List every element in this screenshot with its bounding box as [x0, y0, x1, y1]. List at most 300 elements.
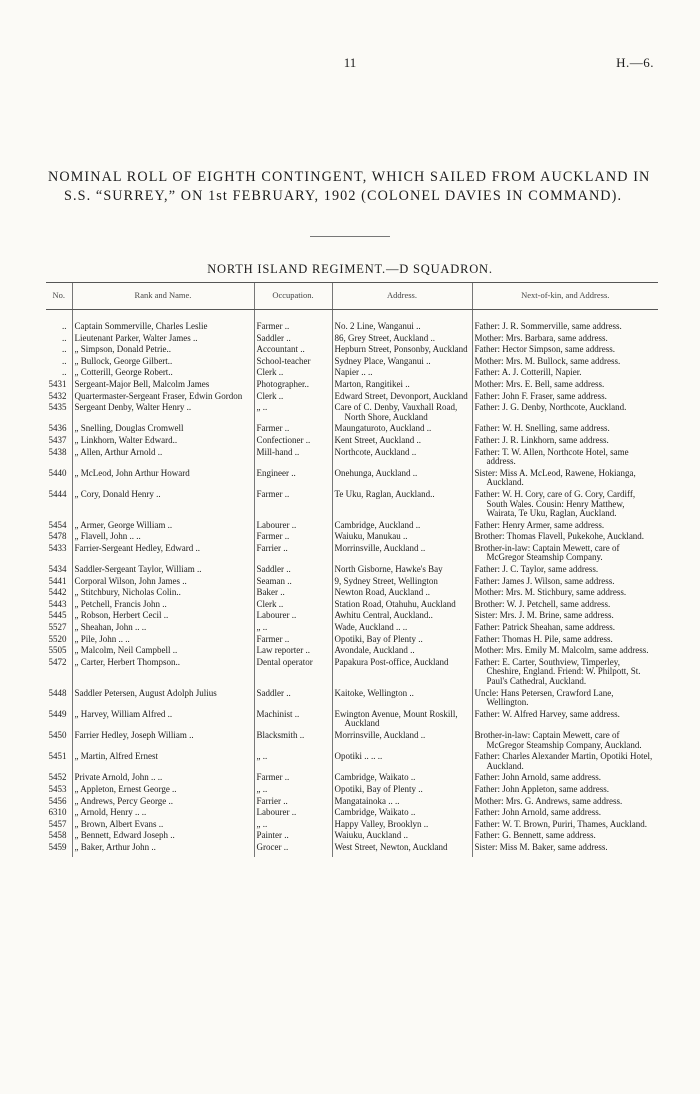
- cell-address: [332, 577, 472, 589]
- cell-next-of-kin: [472, 577, 658, 589]
- cell-occupation-text: Mill-hand ..: [256, 447, 300, 457]
- cell-address: [332, 392, 472, 404]
- cell-occupation-text: „ ..: [256, 752, 268, 762]
- cell-no: [46, 565, 72, 577]
- cell-address-text: Avondale, Auckland ..: [334, 646, 415, 656]
- cell-no-text: 5434: [48, 565, 67, 575]
- cell-rank-name-text: „ Brown, Albert Evans ..: [74, 819, 164, 829]
- cell-no-text: 5478: [48, 532, 67, 542]
- table-row: [46, 403, 658, 424]
- cell-next-of-kin-text: Father: W. T. Brown, Puriri, Thames, Auckland.: [474, 819, 647, 829]
- cell-occupation: [254, 448, 332, 469]
- cell-rank-name-text: „ Stitchbury, Nicholas Colin..: [74, 588, 181, 598]
- table-row: [46, 752, 658, 773]
- cell-occupation: [254, 689, 332, 710]
- table-row: [46, 577, 658, 589]
- cell-rank-name-text: „ Appleton, Ernest George ..: [74, 784, 177, 794]
- cell-rank-name-text: „ Flavell, John .. ..: [74, 532, 141, 542]
- cell-address-text: Northcote, Auckland ..: [334, 447, 417, 457]
- cell-next-of-kin-text: Father: John F. Fraser, same address.: [474, 391, 607, 401]
- cell-occupation: [254, 773, 332, 785]
- cell-no: [46, 368, 72, 380]
- cell-next-of-kin: [472, 658, 658, 689]
- cell-address-text: Morrinsville, Auckland ..: [334, 730, 426, 740]
- table-row: [46, 436, 658, 448]
- cell-no: [46, 310, 72, 334]
- cell-occupation-text: Farrier ..: [256, 796, 288, 806]
- cell-address-text: Cambridge, Waikato ..: [334, 808, 416, 818]
- cell-rank-name-text: Captain Sommerville, Charles Leslie: [74, 321, 208, 331]
- cell-no-text: 5505: [48, 646, 67, 656]
- cell-rank-name-text: „ Cory, Donald Henry ..: [74, 489, 161, 499]
- cell-no: [46, 773, 72, 785]
- cell-rank-name-text: „ Bullock, George Gilbert..: [74, 356, 173, 366]
- cell-occupation-text: Farmer ..: [256, 532, 290, 542]
- cell-next-of-kin: [472, 565, 658, 577]
- header-rank-name: Rank and Name.: [72, 283, 254, 310]
- table-row: [46, 658, 658, 689]
- cell-next-of-kin-text: Father: John Appleton, same address.: [474, 784, 609, 794]
- cell-occupation-text: Clerk ..: [256, 599, 284, 609]
- page-number: 11: [343, 55, 357, 70]
- cell-rank-name-text: „ Martin, Alfred Ernest: [74, 752, 158, 762]
- cell-occupation: [254, 345, 332, 357]
- cell-occupation-text: Labourer ..: [256, 611, 297, 621]
- cell-occupation-text: Confectioner ..: [256, 435, 311, 445]
- cell-rank-name: [72, 357, 254, 369]
- cell-no: [46, 658, 72, 689]
- cell-occupation: [254, 380, 332, 392]
- cell-next-of-kin-text: Father: Hector Simpson, same address.: [474, 345, 615, 355]
- cell-address: [332, 843, 472, 857]
- cell-next-of-kin-text: Mother: Mrs. M. Bullock, same address.: [474, 356, 621, 366]
- table-header-row: [46, 283, 658, 310]
- cell-occupation: [254, 368, 332, 380]
- cell-occupation: [254, 436, 332, 448]
- cell-rank-name-text: „ Linkhorn, Walter Edward..: [74, 435, 178, 445]
- cell-rank-name-text: Quartermaster-Sergeant Fraser, Edwin Gordon: [74, 391, 243, 401]
- cell-next-of-kin: [472, 448, 658, 469]
- cell-rank-name: [72, 448, 254, 469]
- cell-rank-name: [72, 490, 254, 521]
- cell-address-text: North Gisborne, Hawke's Bay: [334, 565, 443, 575]
- cell-occupation-text: Labourer ..: [256, 808, 297, 818]
- table-row: [46, 565, 658, 577]
- cell-rank-name: [72, 600, 254, 612]
- cell-occupation-text: Saddler ..: [256, 688, 291, 698]
- cell-no-text: 5527: [48, 623, 67, 633]
- table-row: [46, 357, 658, 369]
- cell-occupation: [254, 710, 332, 731]
- cell-next-of-kin-text: Mother: Mrs. Emily M. Malcolm, same address.: [474, 646, 649, 656]
- cell-next-of-kin-text: Brother-in-law: Captain Mewett, care of McGregor Steamship Company.: [474, 543, 620, 563]
- cell-next-of-kin: [472, 380, 658, 392]
- cell-next-of-kin-text: Mother: Mrs. M. Stichbury, same address.: [474, 588, 627, 598]
- cell-no: [46, 600, 72, 612]
- header-next-of-kin: Next-of-kin, and Address.: [472, 283, 658, 310]
- cell-occupation: [254, 808, 332, 820]
- cell-no: [46, 646, 72, 658]
- table-row: [46, 731, 658, 752]
- table-row: [46, 544, 658, 565]
- cell-rank-name: [72, 635, 254, 647]
- cell-rank-name-text: „ Bennett, Edward Joseph ..: [74, 831, 175, 841]
- cell-address: [332, 773, 472, 785]
- cell-next-of-kin: [472, 635, 658, 647]
- cell-next-of-kin-text: Father: T. W. Allen, Northcote Hotel, same address.: [474, 447, 629, 467]
- cell-next-of-kin: [472, 785, 658, 797]
- cell-occupation-text: Farmer ..: [256, 424, 290, 434]
- cell-rank-name-text: „ Sheahan, John .. ..: [74, 623, 147, 633]
- cell-no-text: 5443: [48, 599, 67, 609]
- cell-next-of-kin: [472, 752, 658, 773]
- cell-next-of-kin: [472, 403, 658, 424]
- cell-no-text: 5520: [48, 634, 67, 644]
- cell-no-text: 5449: [48, 709, 67, 719]
- cell-address: [332, 469, 472, 490]
- cell-no-text: 5433: [48, 543, 67, 553]
- table-row: [46, 380, 658, 392]
- roll-title: NOMINAL ROLL OF EIGHTH CONTINGENT, WHICH SAILED FROM AUCKLAND IN S.S. “SURREY,” ON 1st FEBRUARY, 1902 (COLONEL DAVIES IN COMMAND).: [48, 169, 651, 204]
- cell-address-text: Maungaturoto, Auckland ..: [334, 424, 432, 434]
- table-row: [46, 600, 658, 612]
- cell-rank-name-text: „ Armer, George William ..: [74, 520, 173, 530]
- cell-next-of-kin-text: Father: G. Bennett, same address.: [474, 831, 596, 841]
- cell-no-text: ..: [62, 356, 67, 366]
- table-row: [46, 808, 658, 820]
- cell-occupation-text: Blacksmith ..: [256, 730, 305, 740]
- cell-next-of-kin-text: Father: J. R. Linkhorn, same address.: [474, 435, 609, 445]
- table-row: [46, 635, 658, 647]
- cell-occupation: [254, 752, 332, 773]
- cell-rank-name: [72, 436, 254, 448]
- table-row: [46, 424, 658, 436]
- cell-no-text: 5450: [48, 730, 67, 740]
- cell-next-of-kin-text: Brother: W. J. Petchell, same address.: [474, 599, 611, 609]
- cell-next-of-kin: [472, 646, 658, 658]
- cell-next-of-kin: [472, 424, 658, 436]
- cell-next-of-kin-text: Father: John Arnold, same address.: [474, 808, 601, 818]
- cell-rank-name-text: „ Allen, Arthur Arnold ..: [74, 447, 163, 457]
- cell-address-text: West Street, Newton, Auckland: [334, 842, 448, 852]
- cell-next-of-kin: [472, 797, 658, 809]
- cell-occupation-text: Machinist ..: [256, 709, 300, 719]
- cell-no-text: ..: [62, 333, 67, 343]
- cell-address: [332, 565, 472, 577]
- cell-occupation-text: „ ..: [256, 819, 268, 829]
- cell-next-of-kin-text: Uncle: Hans Petersen, Crawford Lane, Wellington.: [474, 688, 614, 708]
- cell-address: [332, 521, 472, 533]
- cell-address-text: Awhitu Central, Auckland..: [334, 611, 433, 621]
- cell-rank-name: [72, 611, 254, 623]
- cell-rank-name-text: „ Malcolm, Neil Campbell ..: [74, 646, 178, 656]
- cell-next-of-kin-text: Father: James J. Wilson, same address.: [474, 576, 615, 586]
- cell-address: [332, 808, 472, 820]
- cell-occupation: [254, 357, 332, 369]
- cell-address-text: Hepburn Street, Ponsonby, Auckland: [334, 345, 468, 355]
- cell-rank-name-text: Corporal Wilson, John James ..: [74, 576, 187, 586]
- cell-occupation-text: Engineer ..: [256, 468, 296, 478]
- cell-occupation: [254, 843, 332, 857]
- cell-no-text: ..: [62, 321, 67, 331]
- cell-no: [46, 392, 72, 404]
- cell-next-of-kin: [472, 808, 658, 820]
- cell-occupation: [254, 310, 332, 334]
- cell-address: [332, 611, 472, 623]
- table-row: [46, 588, 658, 600]
- cell-no: [46, 436, 72, 448]
- header-occupation: Occupation.: [254, 283, 332, 310]
- cell-occupation: [254, 532, 332, 544]
- cell-occupation: [254, 646, 332, 658]
- cell-no: [46, 469, 72, 490]
- cell-address-text: 9, Sydney Street, Wellington: [334, 576, 438, 586]
- cell-rank-name: [72, 731, 254, 752]
- cell-rank-name-text: „ Pile, John .. ..: [74, 634, 130, 644]
- cell-occupation-text: Farrier ..: [256, 543, 288, 553]
- table-row: [46, 310, 658, 334]
- cell-occupation-text: Farmer ..: [256, 321, 290, 331]
- cell-address-text: No. 2 Line, Wanganui ..: [334, 321, 421, 331]
- cell-rank-name-text: „ Baker, Arthur John ..: [74, 842, 156, 852]
- cell-next-of-kin-text: Brother-in-law: Captain Mewett, care of McGregor Steamship Company, Auckland.: [474, 730, 642, 750]
- cell-occupation: [254, 635, 332, 647]
- cell-no: [46, 532, 72, 544]
- cell-rank-name: [72, 368, 254, 380]
- cell-address: [332, 532, 472, 544]
- cell-occupation-text: Clerk ..: [256, 368, 284, 378]
- cell-occupation: [254, 424, 332, 436]
- cell-address-text: Kaitoke, Wellington ..: [334, 688, 414, 698]
- cell-no: [46, 424, 72, 436]
- cell-address: [332, 710, 472, 731]
- table-row: [46, 521, 658, 533]
- cell-next-of-kin-text: Father: J. G. Denby, Northcote, Auckland.: [474, 403, 627, 413]
- cell-occupation: [254, 577, 332, 589]
- cell-address-text: Kent Street, Auckland ..: [334, 435, 421, 445]
- cell-address-text: Papakura Post-office, Auckland: [334, 657, 449, 667]
- cell-rank-name: [72, 469, 254, 490]
- cell-address: [332, 623, 472, 635]
- cell-occupation: [254, 820, 332, 832]
- cell-address: [332, 424, 472, 436]
- cell-occupation: [254, 731, 332, 752]
- cell-occupation-text: Saddler ..: [256, 565, 291, 575]
- cell-occupation: [254, 831, 332, 843]
- cell-no: [46, 521, 72, 533]
- cell-next-of-kin-text: Sister: Miss A. McLeod, Rawene, Hokianga, Auckland.: [474, 468, 636, 488]
- cell-occupation: [254, 469, 332, 490]
- cell-no: [46, 380, 72, 392]
- cell-no-text: 5459: [48, 842, 67, 852]
- cell-next-of-kin: [472, 334, 658, 346]
- cell-rank-name-text: „ Petchell, Francis John ..: [74, 599, 167, 609]
- cell-address: [332, 544, 472, 565]
- table-row: [46, 773, 658, 785]
- cell-address-text: Marton, Rangitikei ..: [334, 379, 410, 389]
- cell-no: [46, 577, 72, 589]
- cell-no: [46, 544, 72, 565]
- cell-occupation: [254, 490, 332, 521]
- cell-next-of-kin-text: Father: W. H. Snelling, same address.: [474, 424, 610, 434]
- cell-rank-name: [72, 710, 254, 731]
- cell-occupation: [254, 521, 332, 533]
- cell-occupation-text: „ ..: [256, 784, 268, 794]
- table-row: [46, 345, 658, 357]
- header-no: No.: [46, 283, 72, 310]
- cell-rank-name: [72, 820, 254, 832]
- cell-rank-name-text: „ Arnold, Henry .. ..: [74, 808, 147, 818]
- cell-rank-name: [72, 310, 254, 334]
- cell-no-text: 5435: [48, 403, 67, 413]
- cell-rank-name: [72, 689, 254, 710]
- table-row: [46, 392, 658, 404]
- cell-no: [46, 820, 72, 832]
- cell-occupation: [254, 658, 332, 689]
- cell-occupation-text: Dental operator: [256, 657, 313, 667]
- cell-no-text: 5472: [48, 657, 67, 667]
- cell-next-of-kin: [472, 588, 658, 600]
- cell-no: [46, 785, 72, 797]
- cell-address-text: Cambridge, Waikato ..: [334, 773, 416, 783]
- cell-next-of-kin-text: Mother: Mrs. Barbara, same address.: [474, 333, 608, 343]
- cell-address: [332, 357, 472, 369]
- table-row: [46, 785, 658, 797]
- cell-occupation: [254, 797, 332, 809]
- cell-no: [46, 357, 72, 369]
- cell-rank-name: [72, 843, 254, 857]
- cell-next-of-kin: [472, 357, 658, 369]
- table-body: [46, 310, 658, 857]
- cell-address: [332, 797, 472, 809]
- cell-address-text: Happy Valley, Brooklyn ..: [334, 819, 429, 829]
- cell-rank-name-text: „ McLeod, John Arthur Howard: [74, 468, 190, 478]
- cell-address-text: 86, Grey Street, Auckland ..: [334, 333, 435, 343]
- cell-no-text: 5444: [48, 489, 67, 499]
- cell-next-of-kin: [472, 544, 658, 565]
- cell-rank-name: [72, 565, 254, 577]
- title-divider: [310, 236, 390, 237]
- cell-occupation-text: Saddler ..: [256, 333, 291, 343]
- cell-address: [332, 635, 472, 647]
- cell-address-text: Opotiki .. .. ..: [334, 752, 383, 762]
- cell-next-of-kin: [472, 843, 658, 857]
- cell-rank-name: [72, 588, 254, 600]
- cell-occupation-text: Farmer ..: [256, 634, 290, 644]
- nominal-roll-table: [46, 282, 658, 857]
- cell-next-of-kin-text: Father: E. Carter, Southview, Timperley, Cheshire, England. Friend: W. Philpott, St. Paul's Cathedral, Auckland.: [474, 657, 641, 686]
- table-row: [46, 469, 658, 490]
- cell-rank-name: [72, 334, 254, 346]
- cell-next-of-kin-text: Father: Patrick Sheahan, same address.: [474, 623, 615, 633]
- cell-no-text: 5440: [48, 468, 67, 478]
- cell-address: [332, 403, 472, 424]
- cell-next-of-kin-text: Father: Henry Armer, same address.: [474, 520, 605, 530]
- cell-address: [332, 345, 472, 357]
- cell-no: [46, 635, 72, 647]
- cell-occupation: [254, 623, 332, 635]
- cell-next-of-kin-text: Mother: Mrs. G. Andrews, same address.: [474, 796, 623, 806]
- cell-address: [332, 588, 472, 600]
- cell-next-of-kin-text: Father: J. R. Sommerville, same address.: [474, 321, 622, 331]
- cell-occupation: [254, 600, 332, 612]
- cell-no: [46, 588, 72, 600]
- cell-next-of-kin-text: Father: Thomas H. Pile, same address.: [474, 634, 613, 644]
- cell-next-of-kin-text: Mother: Mrs. E. Bell, same address.: [474, 379, 605, 389]
- cell-no: [46, 752, 72, 773]
- table-row: [46, 490, 658, 521]
- header-address: Address.: [332, 283, 472, 310]
- cell-no-text: 5437: [48, 435, 67, 445]
- cell-no: [46, 808, 72, 820]
- cell-address: [332, 820, 472, 832]
- cell-next-of-kin: [472, 490, 658, 521]
- cell-next-of-kin: [472, 689, 658, 710]
- cell-address-text: Opotiki, Bay of Plenty ..: [334, 784, 423, 794]
- cell-occupation-text: Grocer ..: [256, 842, 289, 852]
- table-row: [46, 368, 658, 380]
- cell-occupation-text: Accountant ..: [256, 345, 305, 355]
- cell-rank-name-text: „ Robson, Herbert Cecil ..: [74, 611, 169, 621]
- cell-next-of-kin-text: Father: A. J. Cotterill, Napier.: [474, 368, 582, 378]
- cell-address-text: Napier .. ..: [334, 368, 373, 378]
- cell-address: [332, 334, 472, 346]
- cell-next-of-kin: [472, 532, 658, 544]
- cell-occupation-text: „ ..: [256, 403, 268, 413]
- cell-rank-name-text: Saddler-Sergeant Taylor, William ..: [74, 565, 202, 575]
- cell-address: [332, 600, 472, 612]
- cell-occupation: [254, 785, 332, 797]
- cell-no-text: 5438: [48, 447, 67, 457]
- cell-next-of-kin: [472, 392, 658, 404]
- cell-rank-name: [72, 380, 254, 392]
- cell-no: [46, 797, 72, 809]
- cell-address-text: Wade, Auckland .. ..: [334, 623, 408, 633]
- cell-address: [332, 752, 472, 773]
- cell-address-text: Mangatainoka .. ..: [334, 796, 400, 806]
- table-row: [46, 623, 658, 635]
- table-row: [46, 831, 658, 843]
- table-row: [46, 689, 658, 710]
- cell-occupation-text: „ ..: [256, 623, 268, 633]
- cell-next-of-kin: [472, 710, 658, 731]
- cell-address: [332, 436, 472, 448]
- cell-rank-name: [72, 831, 254, 843]
- cell-no-text: 5456: [48, 796, 67, 806]
- cell-next-of-kin-text: Father: J. C. Taylor, same address.: [474, 565, 599, 575]
- cell-address-text: Waiuku, Manukau ..: [334, 532, 408, 542]
- nominal-roll-table-container: [46, 282, 658, 857]
- cell-no-text: 5432: [48, 391, 67, 401]
- cell-address: [332, 646, 472, 658]
- cell-address-text: Newton Road, Auckland ..: [334, 588, 430, 598]
- cell-occupation: [254, 392, 332, 404]
- cell-rank-name-text: „ Andrews, Percy George ..: [74, 796, 174, 806]
- cell-address-text: Onehunga, Auckland ..: [334, 468, 418, 478]
- cell-no-text: 5457: [48, 819, 67, 829]
- cell-rank-name-text: „ Simpson, Donald Petrie..: [74, 345, 171, 355]
- cell-occupation: [254, 588, 332, 600]
- cell-occupation-text: Baker ..: [256, 588, 285, 598]
- cell-rank-name: [72, 658, 254, 689]
- cell-no-text: 5431: [48, 379, 67, 389]
- cell-no-text: ..: [62, 345, 67, 355]
- table-row: [46, 710, 658, 731]
- cell-address-text: Waiuku, Auckland ..: [334, 831, 409, 841]
- cell-rank-name: [72, 544, 254, 565]
- cell-address: [332, 380, 472, 392]
- cell-rank-name-text: Farrier-Sergeant Hedley, Edward ..: [74, 543, 201, 553]
